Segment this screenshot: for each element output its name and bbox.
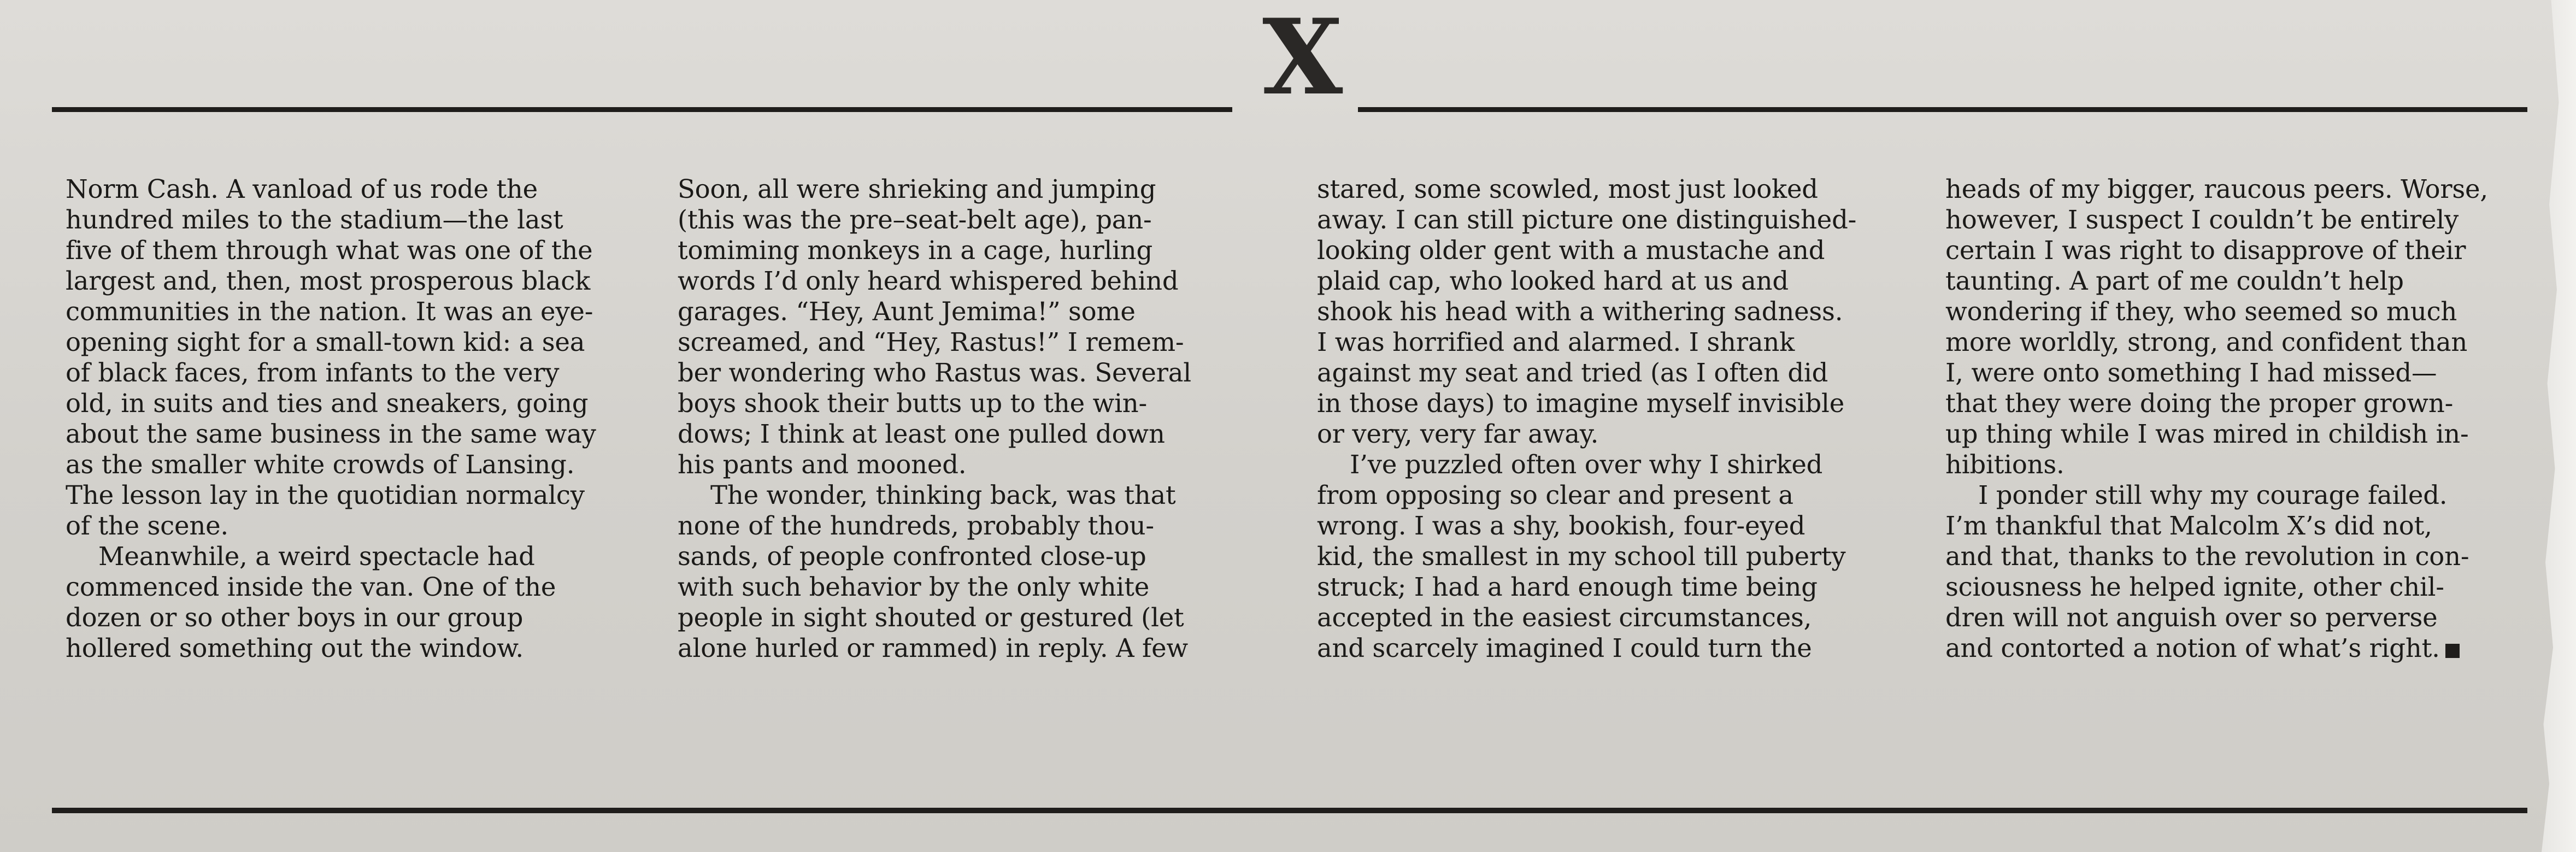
text-line: opening sight for a small-town kid: a sea <box>66 327 585 357</box>
text-line: as the smaller white crowds of Lansing. <box>66 450 575 479</box>
text-line: sands, of people confronted close-up <box>678 542 1146 571</box>
text-line: about the same business in the same way <box>66 419 596 449</box>
text-line: hundred miles to the stadium—the last <box>66 205 563 234</box>
text-line: more worldly, strong, and confident than <box>1945 327 2468 357</box>
text-line: (this was the pre–seat-belt age), pan- <box>678 205 1152 234</box>
text-line: largest and, then, most prosperous black <box>66 266 591 296</box>
text-line: plaid cap, who looked hard at us and <box>1317 266 1789 296</box>
text-line: tomiming monkeys in a cage, hurling <box>678 236 1153 265</box>
text-line: Meanwhile, a weird spectacle had <box>98 542 535 571</box>
text-line: I’ve puzzled often over why I shirked <box>1350 450 1823 479</box>
text-line: Norm Cash. A vanload of us rode the <box>66 174 538 204</box>
text-line: and that, thanks to the revolution in con- <box>1945 542 2469 571</box>
text-column-1 <box>66 174 656 802</box>
torn-paper-edge <box>2538 0 2576 852</box>
text-line: and scarcely imagined I could turn the <box>1317 633 1812 663</box>
text-line: his pants and mooned. <box>678 450 967 479</box>
text-line: old, in suits and ties and sneakers, going <box>66 389 589 418</box>
text-line: I ponder still why my courage failed. <box>1978 480 2448 510</box>
text-column-2 <box>678 174 1268 802</box>
text-line: hollered something out the window. <box>66 633 524 663</box>
end-of-article-mark-icon <box>2445 644 2460 658</box>
text-line: people in sight shouted or gestured (let <box>678 603 1184 632</box>
header-rule-left <box>52 107 1232 112</box>
text-line: from opposing so clear and present a <box>1317 480 1793 510</box>
text-line: dows; I think at least one pulled down <box>678 419 1165 449</box>
text-line: away. I can still picture one distinguished- <box>1317 205 1857 234</box>
text-line: The lesson lay in the quotidian normalcy <box>66 480 585 510</box>
text-line: looking older gent with a mustache and <box>1317 236 1825 265</box>
text-line: hibitions. <box>1945 450 2065 479</box>
text-line: heads of my bigger, raucous peers. Worse, <box>1945 174 2488 204</box>
text-line: screamed, and “Hey, Rastus!” I remem- <box>678 327 1184 357</box>
text-line: ber wondering who Rastus was. Several <box>678 358 1191 387</box>
text-line <box>1945 633 2536 663</box>
text-line: struck; I had a hard enough time being <box>1317 572 1818 602</box>
text-line: in those days) to imagine myself invisible <box>1317 389 1845 418</box>
text-line: with such behavior by the only white <box>678 572 1150 602</box>
text-line: Soon, all were shrieking and jumping <box>678 174 1156 204</box>
text-line: of black faces, from infants to the very <box>66 358 560 387</box>
text-line: that they were doing the proper grown- <box>1945 389 2454 418</box>
closing-line-text: and contorted a notion of what’s right. <box>1945 633 2440 663</box>
text-line: shook his head with a withering sadness. <box>1317 297 1843 326</box>
text-line: wrong. I was a shy, bookish, four-eyed <box>1317 511 1805 540</box>
text-line: I, were onto something I had missed— <box>1945 358 2437 387</box>
text-line: or very, very far away. <box>1317 419 1599 449</box>
text-column-3 <box>1317 174 1907 802</box>
footer-rule <box>52 808 2527 813</box>
text-line: kid, the smallest in my school till puberty <box>1317 542 1846 571</box>
text-line: wondering if they, who seemed so much <box>1945 297 2457 326</box>
text-line: boys shook their butts up to the win- <box>678 389 1148 418</box>
text-line: alone hurled or rammed) in reply. A few <box>678 633 1188 663</box>
text-line: sciousness he helped ignite, other chil- <box>1945 572 2444 602</box>
text-line: The wonder, thinking back, was that <box>710 480 1176 510</box>
text-line: five of them through what was one of the <box>66 236 593 265</box>
text-line: against my seat and tried (as I often did <box>1317 358 1828 387</box>
text-line: dren will not anguish over so perverse <box>1945 603 2438 632</box>
header-rule-right <box>1358 107 2527 112</box>
text-line: dozen or so other boys in our group <box>66 603 524 632</box>
text-line: taunting. A part of me couldn’t help <box>1945 266 2404 296</box>
text-line: accepted in the easiest circumstances, <box>1317 603 1812 632</box>
text-line: garages. “Hey, Aunt Jemima!” some <box>678 297 1136 326</box>
text-line: words I’d only heard whispered behind <box>678 266 1179 296</box>
text-line: communities in the nation. It was an eye- <box>66 297 593 326</box>
section-emblem: X <box>1262 0 1343 118</box>
text-line: commenced inside the van. One of the <box>66 572 556 602</box>
text-line: however, I suspect I couldn’t be entirely <box>1945 205 2459 234</box>
text-line: none of the hundreds, probably thou- <box>678 511 1154 540</box>
text-line: up thing while I was mired in childish in- <box>1945 419 2469 449</box>
text-column-4 <box>1945 174 2536 802</box>
text-line: stared, some scowled, most just looked <box>1317 174 1818 204</box>
text-line: I was horrified and alarmed. I shrank <box>1317 327 1795 357</box>
text-line: certain I was right to disapprove of their <box>1945 236 2466 265</box>
text-line: of the scene. <box>66 511 228 540</box>
article-body <box>66 174 2530 802</box>
text-line: I’m thankful that Malcolm X’s did not, <box>1945 511 2432 540</box>
